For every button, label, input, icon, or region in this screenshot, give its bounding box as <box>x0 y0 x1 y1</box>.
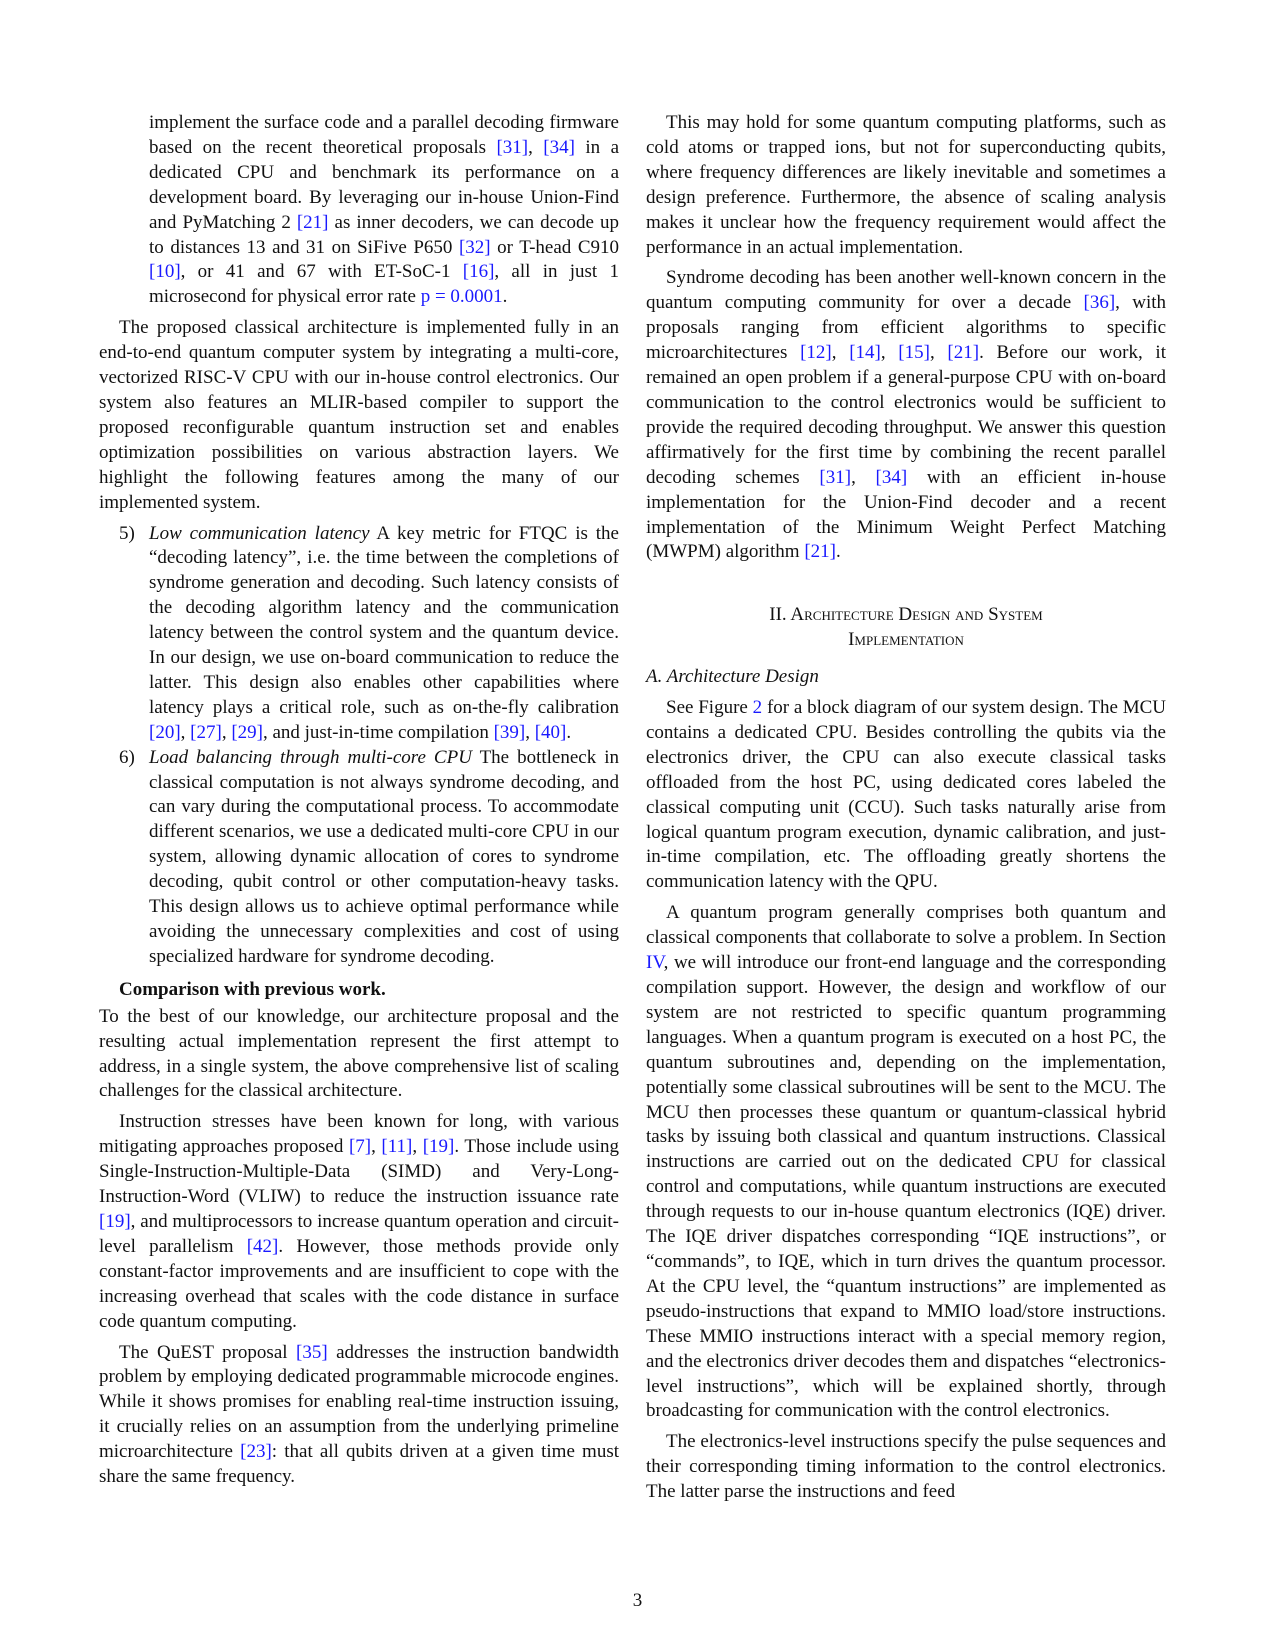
text-run: : that all qubits driven at a given time must share the same frequency. <box>99 1441 619 1488</box>
text-run: addresses the instruction bandwidth problem by employing dedicated programmable microcode engines. While it shows promises for enabling real-time instruction issuing, it crucially relies on an assumption from the underlying primeline microarchitecture <box>99 1341 619 1463</box>
text-run: , and just-in-time compilation <box>262 721 494 743</box>
paragraph-heading: Comparison with previous work. <box>119 978 386 1000</box>
text-run: , <box>831 342 850 364</box>
text-run: , <box>180 721 191 743</box>
reference-link[interactable]: [21] <box>296 211 329 233</box>
feature-list <box>99 522 619 970</box>
reference-link[interactable]: [39] <box>493 721 526 743</box>
text-run: , <box>221 721 232 743</box>
subsection-title: A. Architecture Design <box>646 666 819 688</box>
reference-link[interactable]: [19] <box>422 1136 455 1158</box>
text-run: . Before our work, it remained an open problem if a general-purpose CPU with on-board communication to the control electronics would be sufficient to provide the required decoding throughput. We answer this question affirmatively for the first time by combining the recent parallel decoding schemes <box>646 342 1166 488</box>
text-run: . Those include using Single-Instruction-Multiple-Data (SIMD) and Very-Long-Instruction-Word (VLIW) to reduce the instruction issuance rate <box>99 1136 620 1208</box>
text-run: , <box>851 466 876 488</box>
reference-link[interactable]: [19] <box>99 1210 131 1232</box>
text-run: Instruction stresses have been known for long, with various mitigating approaches proposed <box>99 1111 619 1158</box>
text-run: , <box>929 342 948 364</box>
paragraph-instruction-stresses <box>99 1110 619 1334</box>
list-term: Low communication latency <box>149 522 370 544</box>
text-run: , with proposals ranging from efficient algorithms to specific microarchitectures <box>646 292 1167 364</box>
text-run: , we will introduce our front-end language and the corresponding compilation support. However, the design and workflow of our system are not restricted to specific quantum programming languages. When a quantum program is executed on a host PC, the quantum subroutines and, depending on the implementation, potentially some classical subroutines will be sent to the MCU. The MCU then processes these quantum or quantum-classical hybrid tasks by issuing both classical and quantum instructions. Classical instructions are carried out on the dedicated CPU for classical control and computations, while quantum instructions are executed through requests to our in-house quantum electronics (IQE) driver. The IQE driver dispatches corresponding “IQE instructions”, or “commands”, to IQE, which in turn drives the quantum processor. At the CPU level, the “quantum instructions” are implemented as pseudo-instructions that expand to MMIO load/store instructions. These MMIO instructions interact with a special memory region, and the electronics driver decodes them and dispatches “electronics-level instructions”, which will be explained shortly, through broadcasting for communication with the control electronics. <box>646 952 1166 1422</box>
text-run: , <box>412 1136 423 1158</box>
reference-link[interactable]: p = 0.0001 <box>420 286 503 308</box>
reference-link[interactable]: [31] <box>819 466 852 488</box>
text-run: See Figure <box>666 697 753 719</box>
list-term: Load balancing through multi-core CPU <box>149 746 472 768</box>
list-text <box>149 747 619 967</box>
reference-link[interactable]: [42] <box>246 1235 279 1257</box>
text-run: or T-head C910 <box>490 236 619 258</box>
paragraph-quantum-program <box>646 901 1166 1424</box>
reference-link[interactable]: [21] <box>804 541 836 563</box>
paragraph-comparison: To the best of our knowledge, our architecture proposal and the resulting actual implementation represent the first attempt to address, in a single system, the above comprehensive list of scaling challenges for the classical architecture. <box>99 1005 619 1102</box>
left-column <box>99 111 619 1496</box>
page-number: 3 <box>632 1590 643 1611</box>
reference-link[interactable]: [34] <box>543 136 575 158</box>
list-number: 6) <box>119 746 135 768</box>
text-run: , or 41 and 67 with ET-SoC-1 <box>180 261 463 283</box>
text-run: implement the surface code and a parallel decoding firmware based on the recent theoretical proposals <box>149 112 619 158</box>
text-run: . <box>835 541 841 563</box>
reference-link[interactable]: 2 <box>752 697 763 719</box>
text-run: as inner decoders, we can decode up to distances 13 and 31 on SiFive P650 <box>149 211 619 258</box>
list-text <box>149 523 619 743</box>
list-item <box>99 522 619 746</box>
text-run: . <box>502 286 508 308</box>
reference-link[interactable]: [36] <box>1083 292 1116 314</box>
text-run: with an efficient in-house implementation for the Union-Find decoder and a recent implementation of the Minimum Weight Perfect Matching (MWPM) algorithm <box>646 466 1167 563</box>
reference-link[interactable]: [12] <box>800 342 832 364</box>
text-run: . However, those methods provide only constant-factor improvements and are insufficient to cope with the increasing overhead that scales with the code distance in surface code quantum computing. <box>99 1235 619 1332</box>
section-title-line: II. Architecture Design and System <box>769 604 1043 626</box>
reference-link[interactable]: [20] <box>149 721 181 743</box>
text-run: The QuEST proposal <box>119 1341 296 1363</box>
reference-link[interactable]: [35] <box>296 1341 328 1363</box>
reference-link[interactable]: [27] <box>190 721 222 743</box>
reference-link[interactable]: IV <box>646 952 664 974</box>
reference-link[interactable]: [16] <box>462 261 495 283</box>
reference-link[interactable]: [34] <box>875 466 908 488</box>
section-title-line: Implementation <box>848 629 964 651</box>
paragraph-block-diagram <box>646 696 1166 895</box>
reference-link[interactable]: [15] <box>898 342 930 364</box>
text-run: , <box>371 1136 382 1158</box>
text-run: The bottleneck in classical computation is not always syndrome decoding, and can vary during the computational process. To accommodate different scenarios, we use a dedicated multi-core CPU in our system, allowing dynamic allocation of cores to syndrome decoding, qubit control or other computation-heavy tasks. This design allows us to achieve optimal performance while avoiding the unnecessary complexities and cost of using specialized hardware for syndrome decoding. <box>149 746 619 967</box>
text-run: A quantum program generally comprises both quantum and classical components that collaborate to solve a problem. In Section <box>646 902 1166 949</box>
reference-link[interactable]: [40] <box>534 721 567 743</box>
text-run: . <box>566 721 572 743</box>
reference-link[interactable]: [14] <box>849 342 881 364</box>
reference-link[interactable]: [23] <box>240 1441 272 1463</box>
text-run: Syndrome decoding has been another well-known concern in the quantum computing community for over a decade <box>646 267 1166 314</box>
text-run: in a dedicated CPU and benchmark its performance on a development board. By leveraging our in-house Union-Find and PyMatching 2 <box>149 136 620 233</box>
text-run: , all in just 1 microsecond for physical error rate <box>149 261 619 308</box>
text-run: , <box>528 136 544 158</box>
reference-link[interactable]: [11] <box>381 1136 413 1158</box>
paragraph-syndrome-decoding <box>646 266 1166 565</box>
reference-link[interactable]: [7] <box>348 1136 372 1158</box>
text-run: for a block diagram of our system design. The MCU contains a dedicated CPU. Besides controlling the qubits via the electronics driver, the CPU can also execute classical tasks offloaded from the host PC, using dedicated cores labeled the classical computing unit (CCU). Such tasks naturally arise from logical quantum program execution, dynamic calibration, and just-in-time compilation, etc. The offloading greatly shortens the communication latency with the QPU. <box>646 697 1167 893</box>
intro-paragraph-continued <box>99 111 619 310</box>
paragraph-implementation: The proposed classical architecture is implemented fully in an end-to-end quantum computer system by integrating a multi-core, vectorized RISC-V CPU with our in-house control electronics. Our system also features an MLIR-based compiler to support the proposed reconfigurable quantum instruction set and enables optimization possibilities on various abstraction layers. We highlight the following features among the many of our implemented system. <box>99 317 619 513</box>
reference-link[interactable]: [32] <box>458 236 491 258</box>
text-run: , <box>880 342 899 364</box>
paragraph-quest <box>99 1341 619 1490</box>
right-column <box>646 111 1166 1511</box>
text-run: A key metric for FTQC is the “decoding latency”, i.e. the time between the completions of syndrome generation and decoding. Such latency consists of the decoding algorithm latency and the communication latency between the control system and the quantum device. In our design, we use on-board communication to reduce the latter. This design also enables other capabilities where latency plays a critical role, such as on-the-fly calibration <box>149 522 619 718</box>
text-run: , and multiprocessors to increase quantum operation and circuit-level parallelism <box>99 1210 619 1257</box>
section-title <box>646 603 1166 653</box>
paragraph-frequency: This may hold for some quantum computing platforms, such as cold atoms or trapped ions, but not for superconducting qubits, where frequency differences are likely inevitable and sometimes a design preference. Furthermore, the absence of scaling analysis makes it unclear how the frequency requirement would affect the performance in an actual implementation. <box>646 112 1166 258</box>
list-number: 5) <box>119 522 135 544</box>
text-run: , <box>525 721 535 743</box>
reference-link[interactable]: [29] <box>231 721 263 743</box>
list-item <box>99 746 619 970</box>
reference-link[interactable]: [10] <box>149 261 181 283</box>
paragraph-electronics-level: The electronics-level instructions specify the pulse sequences and their corresponding timing information to the control electronics. The latter parse the instructions and feed <box>646 1431 1166 1503</box>
reference-link[interactable]: [21] <box>947 342 980 364</box>
reference-link[interactable]: [31] <box>496 136 529 158</box>
